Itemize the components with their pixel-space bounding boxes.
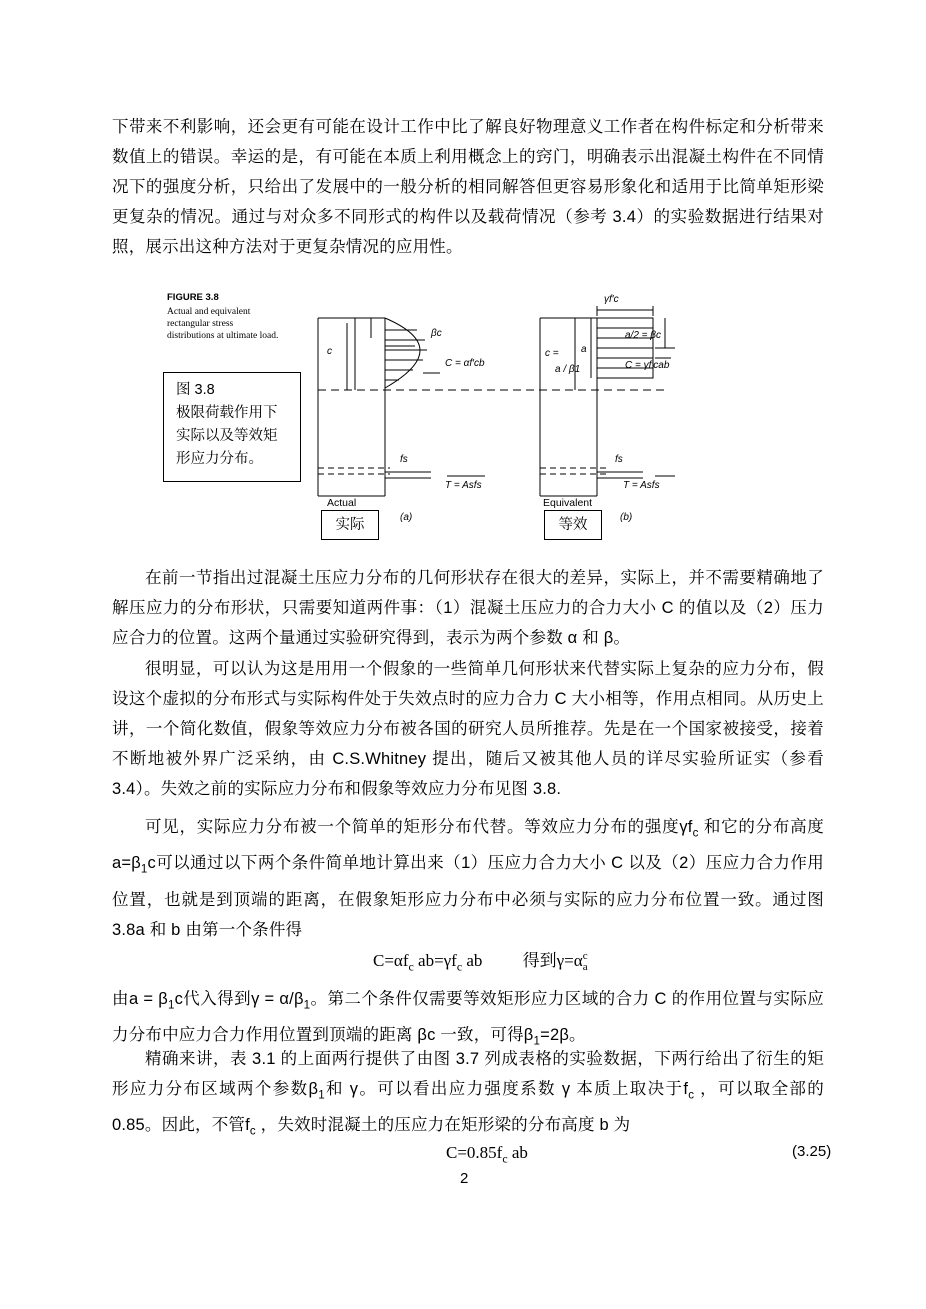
label-equivalent-cn: 等效 [544, 510, 602, 540]
label-c-equiv: C = γf′cab [625, 360, 670, 371]
figure-3-8 [155, 288, 675, 548]
label-fs-actual: fs [400, 454, 408, 465]
paragraph-2: 在前一节指出过混凝土压应力分布的几何形状存在很大的差异，实际上，并不需要精确地了解压应力的分布形状，只需要知道两件事：（1）混凝土压应力的合力大小 C 的值以及（2）压力应合力的位置。这两个量通过实验研究得到，表示为两个参数 α 和 β。 [112, 569, 824, 647]
actual-stress-curve [385, 318, 420, 388]
label-actual-cn: 实际 [321, 510, 379, 540]
equation-3-25: $C=0.85f_c$ ab [446, 1143, 528, 1166]
label-actual-en: Actual [327, 497, 357, 509]
panel-b: (b) [620, 512, 633, 523]
paragraph-4: 可见，实际应力分布被一个简单的矩形分布代替。等效应力分布的强度$\gamma f_c$ 和它的分布高度$a=\beta_1c$可以通过以下两个条件简单地计算出来（1）压应力合力大小 C 以及（2）压应力合力作用位置，也就是到顶端的距离，在假象矩形应力分布中必须与实际的应力分布位置一致。通过图 3.8a 和 b 由第一个条件得 [112, 818, 825, 939]
equation-number: (3.25) [792, 1143, 832, 1160]
paragraph-1: 下带来不利影响，还会更有可能在设计工作中比了解良好物理意义工作者在构件标定和分析带来数值上的错误。幸运的是，有可能在本质上利用概念上的窍门，明确表示出混凝土构件在不同情况下的强度分析，只给出了发展中的一般分析的相同解答但更容易形象化和适用于比简单矩形梁更复杂的情况。通过与对众多不同形式的构件以及载荷情况（参考 3.4）的实验数据进行结果对照，展示出这种方法对于更复杂情况的应用性。 [112, 118, 824, 256]
label-gamma-fc: γf′c [604, 294, 619, 305]
label-a-half: a/2 = βc [625, 330, 662, 341]
label-c-actual: C = αf′cb [445, 358, 485, 369]
label-beta-c: βc [431, 328, 442, 339]
label-fs-equiv: fs [615, 454, 623, 465]
paragraph-6: 精确来讲，表 3.1 的上面两行提供了由图 3.7 列成表格的实验数据，下两行给出了衍生的矩形应力分布区域两个参数$\beta_1$和 γ。可以看出应力强度系数 γ 本质上取决于$f_c$ ，可以取全部的 0.85。因此，不管$f_c$ ，失效时混凝土的压应力在矩形梁的分布高度 b 为 [112, 1050, 824, 1138]
label-c-eq: c = [545, 348, 559, 359]
label-a-over-beta: a / β1 [555, 364, 581, 375]
label-t-equiv: T = Asfs [623, 480, 660, 491]
label-equivalent-en: Equivalent [543, 497, 593, 509]
figure-description: Actual and equivalent rectangular stress distributions at ultimate load. [167, 307, 279, 341]
label-t-actual: T = Asfs [445, 480, 482, 491]
panel-a: (a) [400, 512, 413, 523]
figure-title: FIGURE 3.8 [167, 292, 219, 303]
page-number: 2 [460, 1170, 469, 1187]
paragraph-5: 由$a = \beta_1c$代入得到$\gamma = \alpha/\beta_1$。第二个条件仅需要等效矩形应力区域的合力 C 的作用位置与实际应力分布中应力合力作用位置到顶端的距离 βc 一致，可得$\beta_1=2\beta$。 [112, 990, 825, 1048]
label-a: a [581, 344, 587, 355]
label-c: c [327, 346, 332, 357]
chinese-caption-box: 图 3.8 极限荷载作用下 实际以及等效矩 形应力分布。 [163, 372, 301, 482]
equation-1: $C=\alpha f_c$ $ab=\gamma f_c$ ab 得到γ=α c a [373, 950, 588, 974]
paragraph-3: 很明显，可以认为这是用用一个假象的一些简单几何形状来代替实际上复杂的应力分布，假设这个虚拟的分布形式与实际构件处于失效点时的应力合力 C 大小相等，作用点相同。从历史上讲，一个简化数值，假象等效应力分布被各国的研究人员所推荐。先是在一个国家被接受，接着不断地被外界广泛采纳，由 C.S.Whitney 提出，随后又被其他人员的详尽实验所证实（参看 3.4）。失效之前的实际应力分布和假象等效应力分布见图 3.8. [112, 660, 824, 798]
